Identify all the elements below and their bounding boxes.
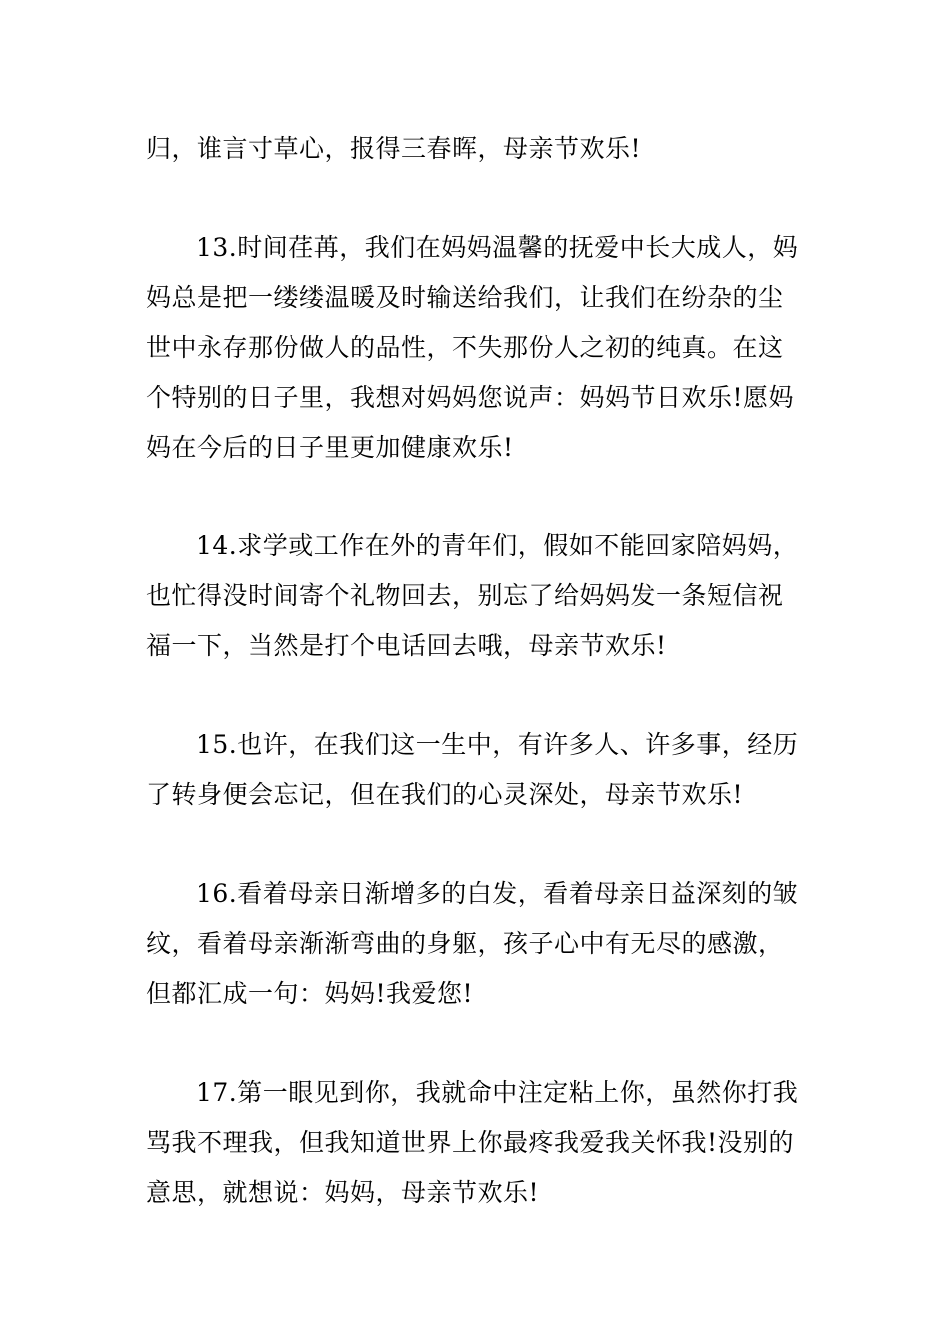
paragraph-line: 13.时间荏苒，我们在妈妈温馨的抚爱中长大成人，妈 xyxy=(196,233,799,262)
paragraph-line: 意思，就想说：妈妈，母亲节欢乐! xyxy=(146,1178,540,1207)
paragraph-line: 世中永存那份做人的品性，不失那份人之初的纯真。在这 xyxy=(146,333,784,362)
paragraph-line: 纹，看着母亲渐渐弯曲的身躯，孩子心中有无尽的感激， xyxy=(146,929,784,958)
paragraph-line: 妈在今后的日子里更加健康欢乐! xyxy=(146,433,514,462)
paragraph-line: 14.求学或工作在外的青年们，假如不能回家陪妈妈， xyxy=(196,531,799,560)
paragraph-line: 16.看着母亲日渐增多的白发，看着母亲日益深刻的皱 xyxy=(196,879,799,908)
paragraph-line: 妈总是把一缕缕温暖及时输送给我们，让我们在纷杂的尘 xyxy=(146,283,784,312)
intro-line-1: 归，谁言寸草心，报得三春晖，母亲节欢乐! xyxy=(146,134,642,163)
paragraph-line: 17.第一眼见到你，我就命中注定粘上你，虽然你打我 xyxy=(196,1078,799,1107)
paragraph-line: 个特别的日子里，我想对妈妈您说声：妈妈节日欢乐!愿妈 xyxy=(146,383,795,412)
paragraph-line: 15.也许，在我们这一生中，有许多人、许多事，经历 xyxy=(196,730,799,759)
paragraph-line: 也忙得没时间寄个礼物回去，别忘了给妈妈发一条短信祝 xyxy=(146,581,784,610)
paragraph-line: 福一下，当然是打个电话回去哦，母亲节欢乐! xyxy=(146,631,667,660)
paragraph-line: 但都汇成一句：妈妈!我爱您! xyxy=(146,979,474,1008)
paragraph-line: 了转身便会忘记，但在我们的心灵深处，母亲节欢乐! xyxy=(146,780,744,809)
paragraph-line: 骂我不理我，但我知道世界上你最疼我爱我关怀我!没别的 xyxy=(146,1128,795,1157)
